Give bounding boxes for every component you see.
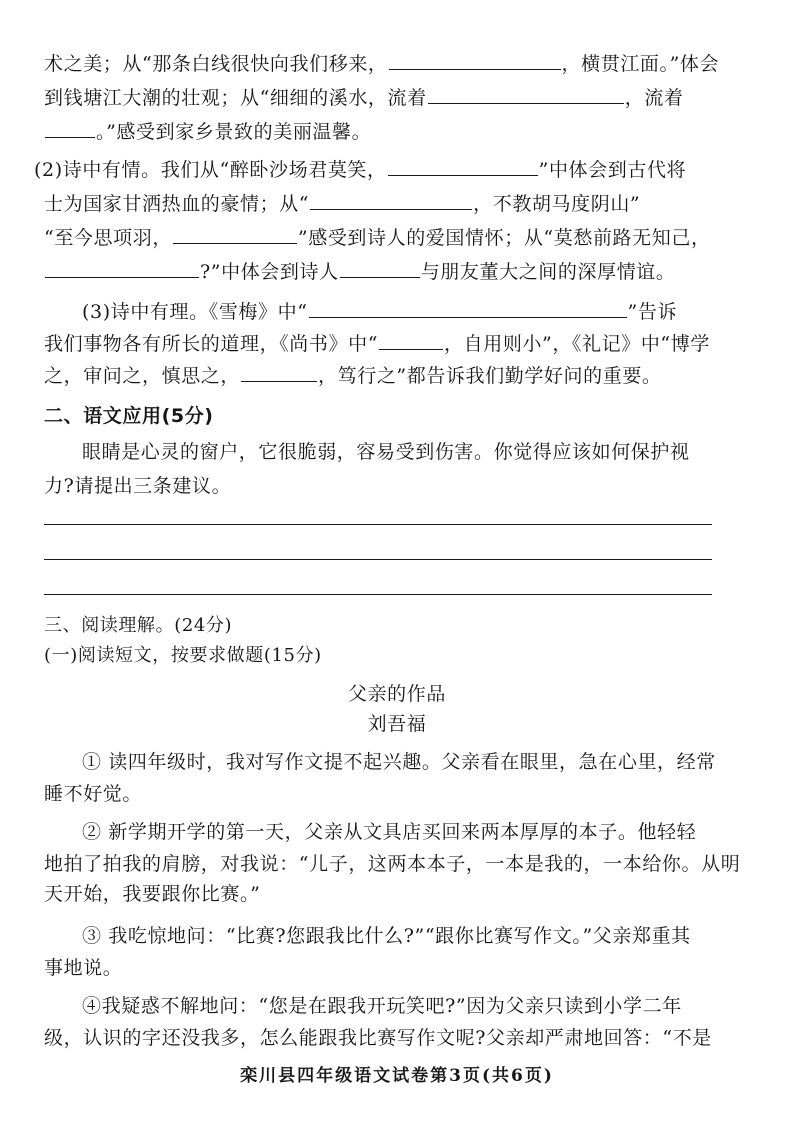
fill-blank[interactable] — [45, 119, 95, 138]
para-3-line-2: 事地说。 — [44, 957, 123, 979]
fill-blank[interactable] — [310, 191, 472, 210]
text: 术之美；从“那条白线很快向我们移来， — [44, 53, 388, 75]
para-1-line-2: 睡不好觉。 — [44, 783, 143, 805]
text: ，自用则小”，《礼记》中“博学 — [444, 333, 710, 355]
text: 到钱塘江大潮的壮观；从“细细的溪水，流着 — [44, 87, 427, 109]
para-4-line-2: 级，认识的字还没我多，怎么能跟我比赛写作文呢?父亲却严肃地回答：“不是 — [44, 1027, 712, 1049]
fill-blank[interactable] — [340, 259, 420, 278]
para-2-line-1: ② 新学期开学的第一天，父亲从文具店买回来两本厚厚的本子。他轻轻 — [82, 821, 697, 843]
para-4-line-1: ④我疑惑不解地问：“您是在跟我开玩笑吧?”因为父亲只读到小学二年 — [82, 995, 682, 1017]
text: 我们事物各有所长的道理，《尚书》中“ — [44, 333, 379, 355]
text: 之，审问之，慎思之， — [44, 365, 241, 387]
text: (3)诗中有理。《雪梅》中“ — [82, 301, 308, 323]
text: 。”感受到家乡景致的美丽温馨。 — [96, 121, 372, 143]
text: ，横贯江面。”体会 — [561, 53, 720, 75]
s1-line-10 — [44, 362, 662, 390]
article-title: 父亲的作品 — [347, 683, 446, 705]
answer-line[interactable] — [44, 594, 712, 595]
fill-blank[interactable] — [241, 363, 317, 382]
text: 与朋友董大之间的深厚情谊。 — [420, 261, 676, 283]
text: ，流着 — [624, 87, 684, 109]
s1-line-4 — [34, 156, 686, 184]
article-author: 刘吾福 — [367, 713, 427, 735]
text: ?”中体会到诗人 — [200, 261, 339, 283]
text: ”感受到诗人的爱国情怀；从“莫愁前路无知己， — [297, 227, 711, 249]
text: “至今思项羽， — [44, 227, 172, 249]
para-2-line-2: 地拍了拍我的肩膀，对我说：“儿子，这两本本子，一本是我的，一本给你。从明 — [44, 853, 741, 875]
fill-blank[interactable] — [428, 85, 624, 104]
fill-blank[interactable] — [379, 331, 443, 350]
s1-line-1 — [44, 50, 719, 78]
page-footer: 栾川县四年级语文试卷第3页(共6页) — [240, 1066, 554, 1086]
s1-line-2 — [44, 84, 684, 112]
fill-blank[interactable] — [309, 299, 627, 318]
text: 士为国家甘洒热血的豪情；从“ — [44, 193, 310, 215]
text: ”中体会到古代将 — [538, 159, 687, 181]
text: (2)诗中有情。我们从“醉卧沙场君莫笑， — [34, 159, 387, 181]
section-3-heading: 三、阅读理解。(24分) — [44, 615, 233, 636]
text: ，笃行之”都告诉我们勤学好问的重要。 — [318, 365, 662, 387]
fill-blank[interactable] — [389, 51, 561, 70]
fill-blank[interactable] — [388, 157, 538, 176]
section-3-subheading: (一)阅读短文，按要求做题(15分) — [44, 645, 322, 666]
s2-prompt-line-1: 眼睛是心灵的窗户，它很脆弱，容易受到伤害。你觉得应该如何保护视 — [82, 441, 690, 463]
fill-blank[interactable] — [173, 225, 297, 244]
s1-line-5 — [44, 190, 640, 218]
s1-line-7 — [44, 258, 676, 286]
text: ”告诉 — [627, 301, 678, 323]
s1-line-8 — [82, 298, 677, 326]
para-1-line-1: ① 读四年级时，我对写作文提不起兴趣。父亲看在眼里，急在心里，经常 — [82, 751, 716, 773]
s1-line-3 — [44, 118, 371, 146]
para-2-line-3: 天开始，我要跟你比赛。” — [44, 883, 261, 905]
para-3-line-1: ③ 我吃惊地问：“比赛?您跟我比什么?”“跟你比赛写作文。”父亲郑重其 — [82, 925, 691, 947]
text: ，不教胡马度阴山” — [473, 193, 641, 215]
s1-line-9 — [44, 330, 710, 358]
answer-line[interactable] — [44, 524, 712, 525]
answer-line[interactable] — [44, 559, 712, 560]
s2-prompt-line-2: 力?请提出三条建议。 — [44, 475, 232, 497]
s1-line-6 — [44, 224, 711, 252]
fill-blank[interactable] — [45, 259, 199, 278]
section-2-heading: 二、语文应用(5分) — [44, 405, 214, 427]
